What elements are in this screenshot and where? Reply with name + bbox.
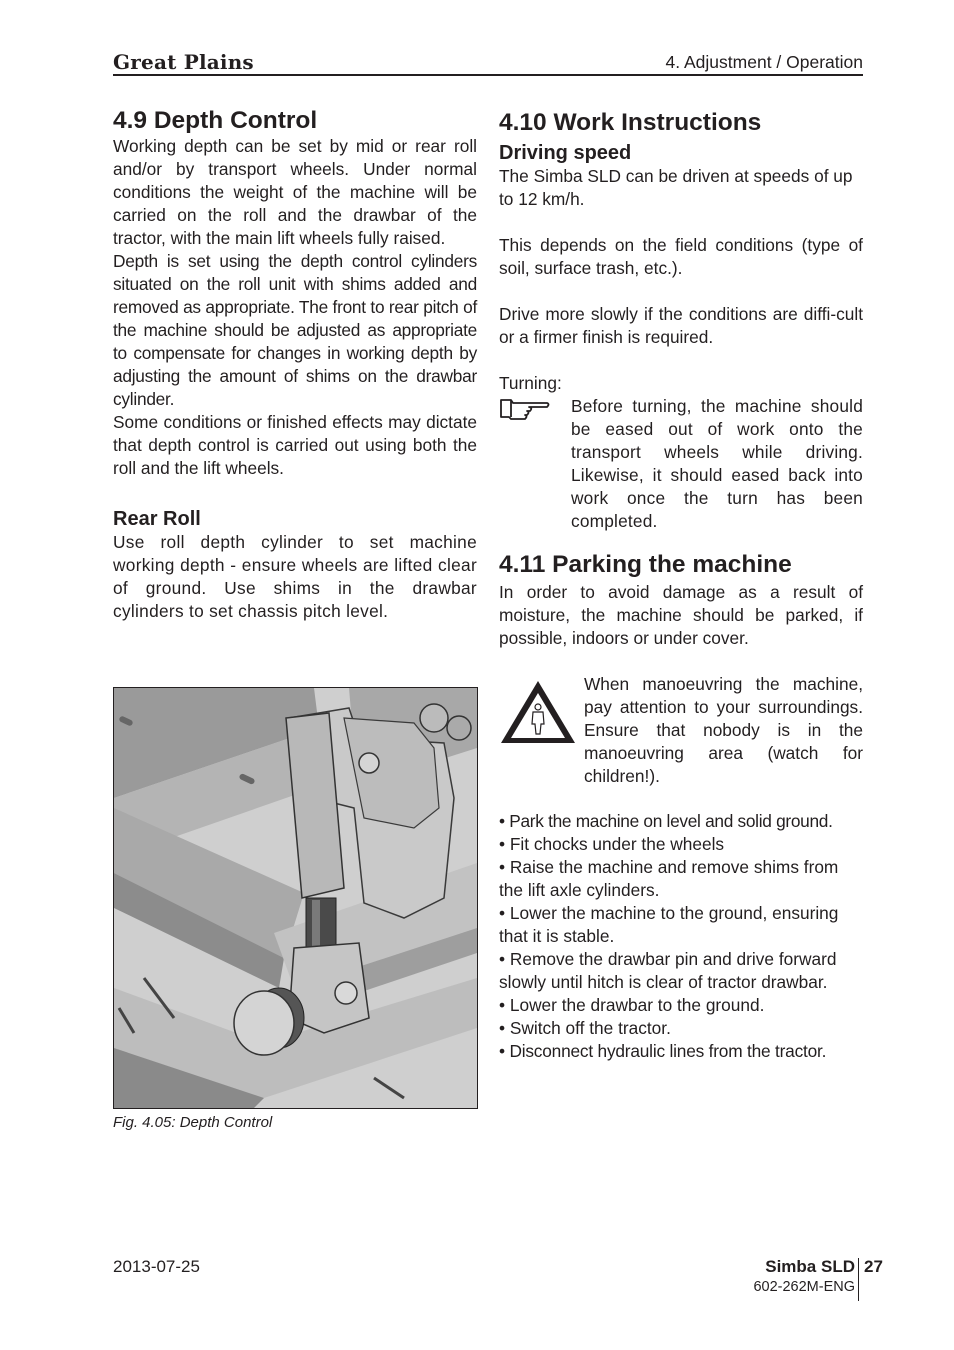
brand-logo-text: Great Plains [113,50,254,74]
depth-control-illustration [114,688,477,1108]
parking-step: • Switch off the tractor. [499,1018,671,1038]
left-column [113,106,477,623]
parking-step: • Disconnect hydraulic lines from the tractor. [499,1041,827,1061]
manoeuvring-warning-text: When manoeuvring the machine, pay attention to your surroundings. Ensure that nobody is in the manoeuvring area (watch for children!). [584,674,863,786]
rear-roll-text: Use roll depth cylinder to set machine working depth - ensure wheels are lifted clear of ground. Use shims in the drawbar cylinders to set chassis pitch level. [113,532,477,621]
manoeuvring-warning [499,673,863,788]
parking-step: • Remove the drawbar pin and drive forward slowly until hitch is clear of tractor drawbar. [499,949,837,992]
parking-step: • Lower the drawbar to the ground. [499,995,765,1015]
turning-label: Turning: [499,373,562,393]
driving-speed-title: Driving speed [499,142,632,164]
depth-control-para-1: Working depth can be set by mid or rear roll and/or by transport wheels. Under normal conditions the weight of the machine will be carried on the roll and the drawbar of the tractor, with the main lift wheels fully raised. [113,136,477,248]
page-number: 27 [864,1257,883,1276]
rear-roll-title: Rear Roll [113,508,201,530]
header-rule [113,74,863,76]
parking-step: • Fit chocks under the wheels [499,834,725,854]
footer-divider [858,1258,859,1301]
parking-intro: In order to avoid damage as a result of moisture, the machine should be parked, if possible, indoors or under cover. [499,582,863,648]
depth-control-para-2: Depth is set using the depth control cylinders situated on the roll unit with shims added and removed as appropriate. The front to rear pitch of the machine should be adjusted as appropriate to compensate for changes in working depth by adjusting the amount of shims on the drawbar cylinder. [113,251,477,409]
footer-date: 2013-07-25 [113,1257,200,1276]
footer-doc-number: 602-262M-ENG [753,1279,855,1295]
driving-speed-para-1: The Simba SLD can be driven at speeds of up to 12 km/h. [499,166,853,209]
footer-product: Simba SLD [765,1257,855,1276]
right-column [499,108,863,1063]
depth-control-para-3: Some conditions or finished effects may dictate that depth control is carried out using both the roll and the lift wheels. [113,412,477,478]
parking-step: • Raise the machine and remove shims from the lift axle cylinders. [499,857,839,900]
section-header: 4. Adjustment / Operation [665,52,863,72]
depth-control-title: 4.9 Depth Control [113,107,318,134]
turning-note-text: Before turning, the machine should be eased out of work onto the transport wheels while driving. Likewise, it should eased back into work once the turn has been completed. [571,396,863,531]
warning-triangle-icon [499,673,584,788]
driving-speed-para-3: Drive more slowly if the conditions are diffi-cult or a firmer finish is required. [499,304,863,347]
parking-steps [499,810,863,1063]
parking-step: • Park the machine on level and solid ground. [499,811,833,831]
pointing-hand-icon [499,395,571,533]
depth-control-figure [113,687,478,1109]
driving-speed-para-2: This depends on the field conditions (type of soil, surface trash, etc.). [499,235,863,278]
turning-note [499,395,863,533]
figure-caption: Fig. 4.05: Depth Control [113,1114,273,1131]
parking-title: 4.11 Parking the machine [499,551,792,578]
parking-step: • Lower the machine to the ground, ensuring that it is stable. [499,903,839,946]
work-instructions-title: 4.10 Work Instructions [499,109,762,136]
